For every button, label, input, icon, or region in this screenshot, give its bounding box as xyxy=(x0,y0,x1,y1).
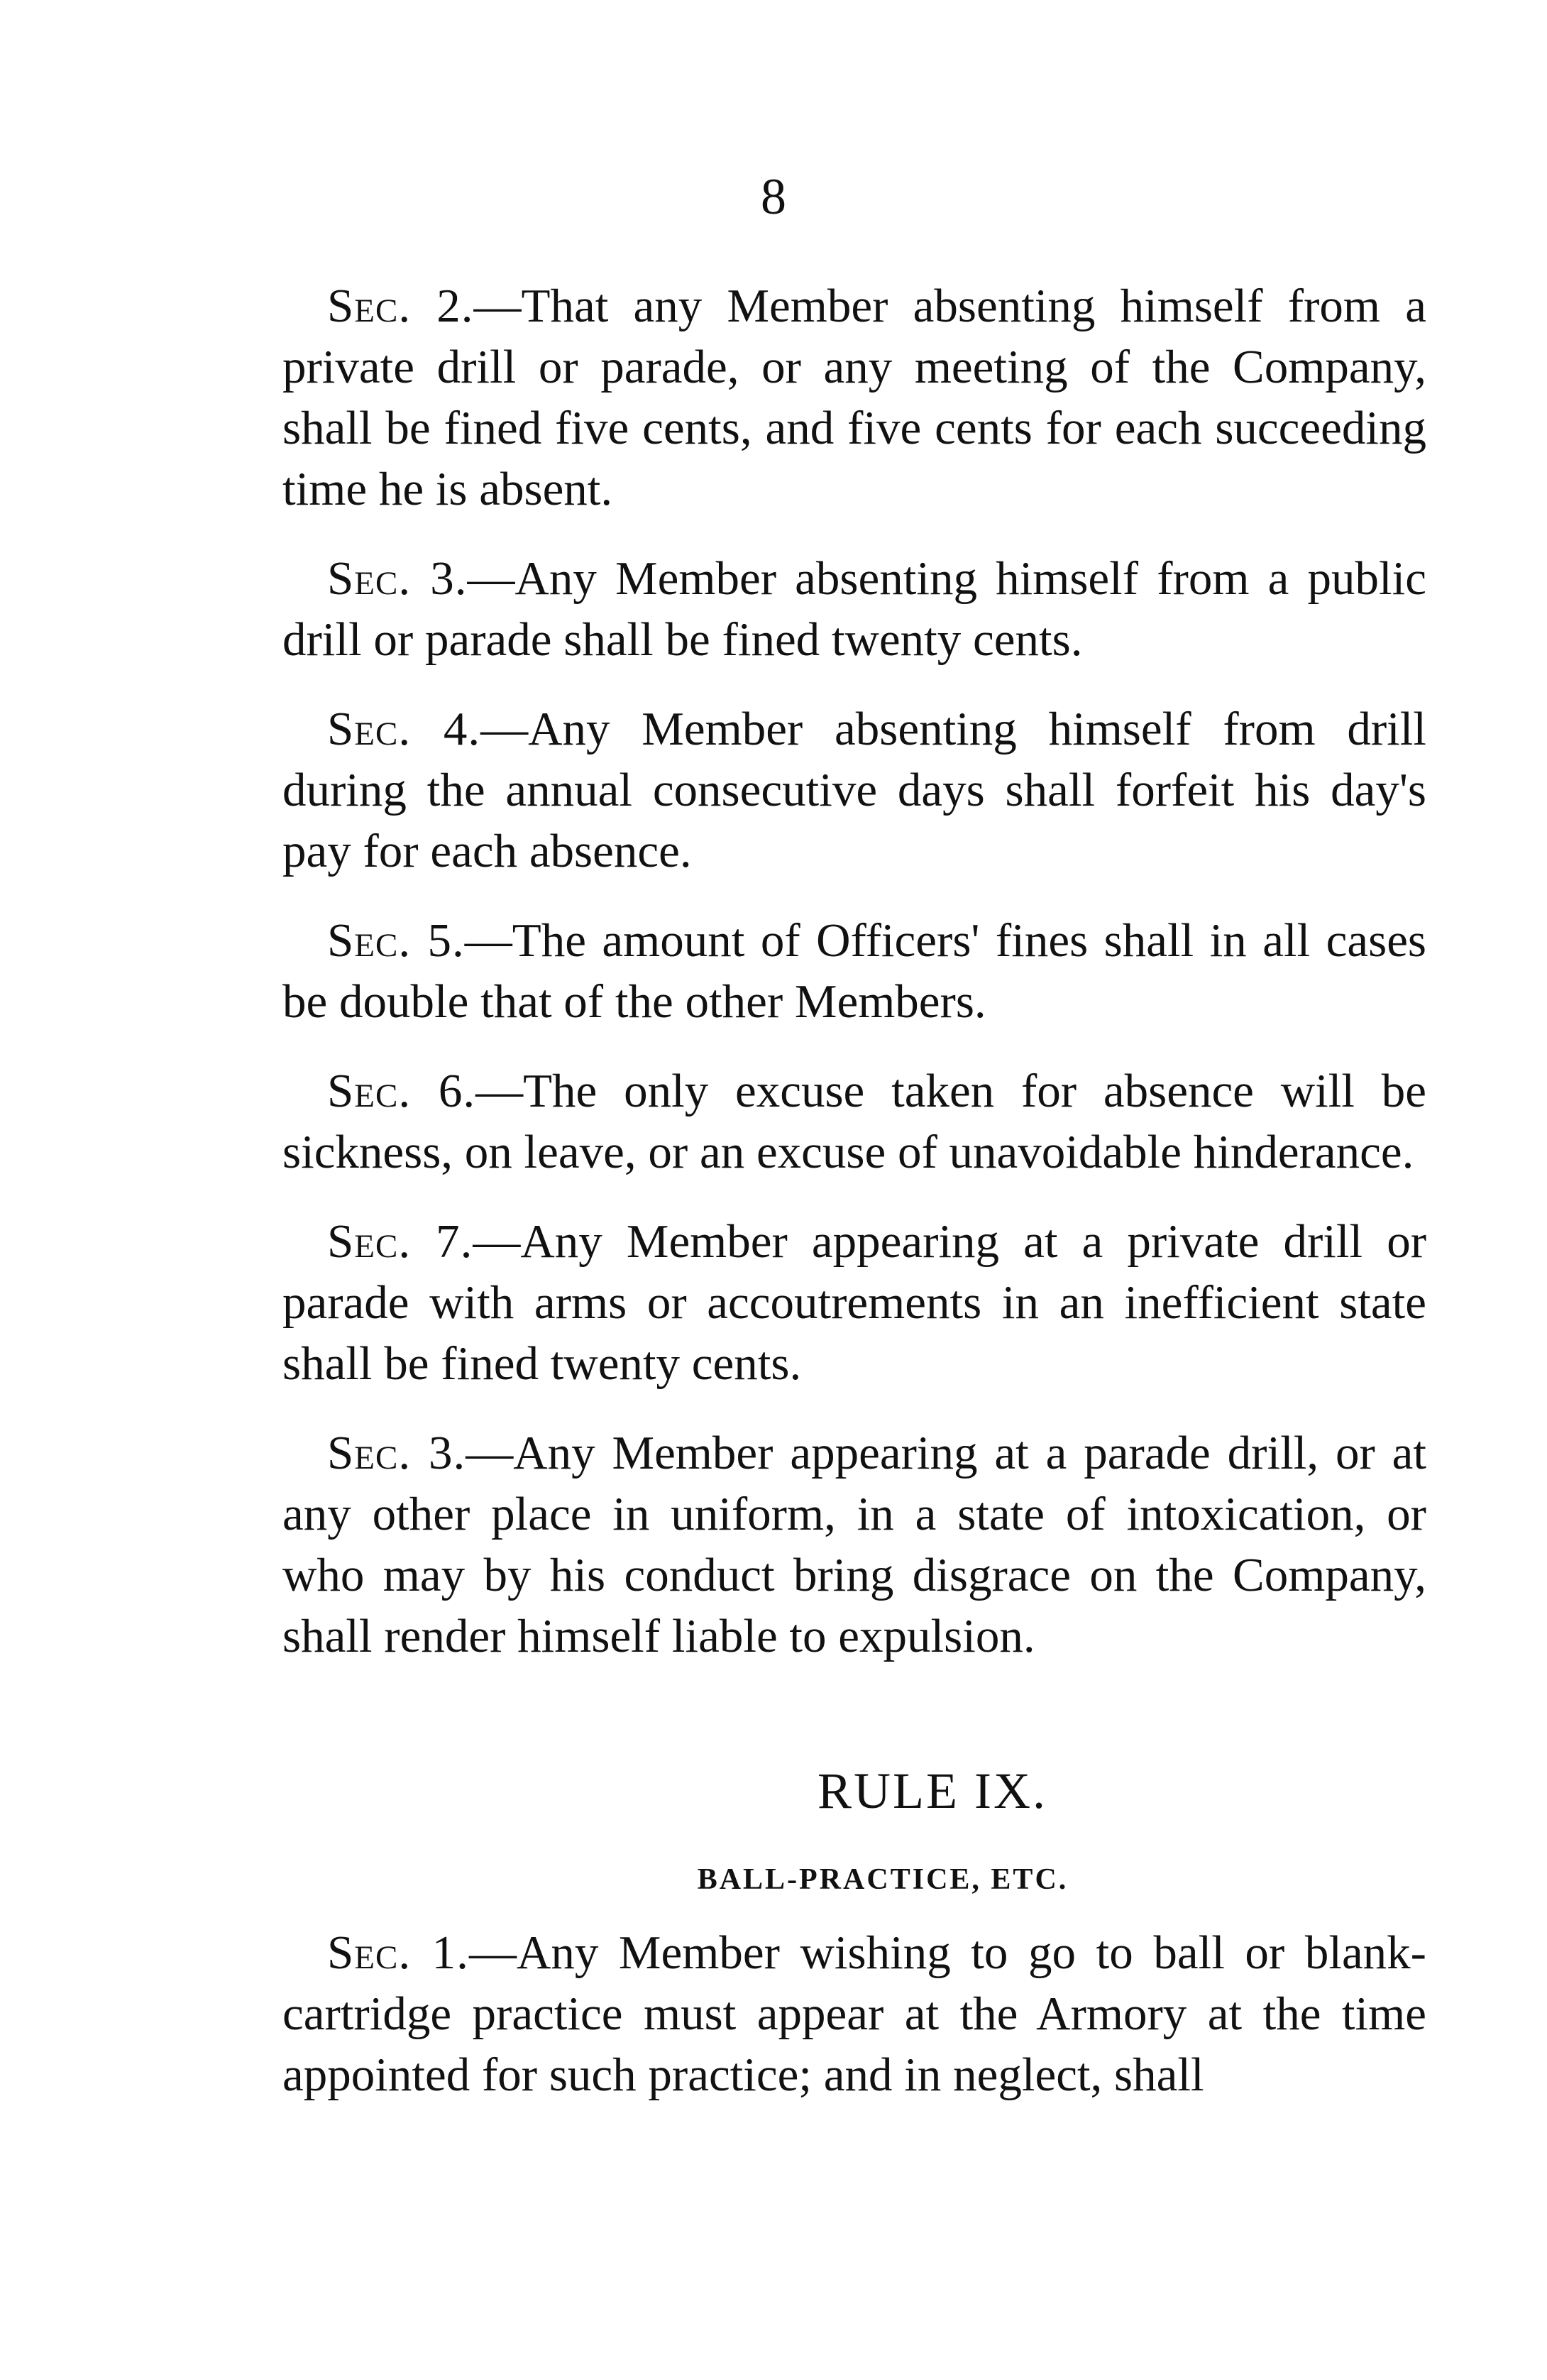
section-text: —Any Member wishing to go to ball or blank-cartridge practice must appear at the Armory at the time appointed for such practice; and in neglect, shall xyxy=(282,1926,1426,2101)
section-label: Sec. 6. xyxy=(327,1065,476,1117)
rule-subheading: BALL-PRACTICE, ETC. xyxy=(697,1863,1069,1896)
section-3 xyxy=(282,548,1426,670)
rule-section-1 xyxy=(282,1922,1426,2105)
section-2 xyxy=(282,275,1426,520)
body-text xyxy=(282,275,1426,2134)
page-number: 8 xyxy=(761,168,786,225)
section-label: Sec. 5. xyxy=(327,914,465,967)
section-text: —Any Member appearing at a private drill or parade with arms or accoutrements in an inefficient state shall be fined twenty cents. xyxy=(282,1215,1427,1390)
section-label: Sec. 4. xyxy=(327,703,481,755)
section-text: —That any Member absenting himself from a private drill or parade, or any meeting of the Company, shall be fined five cents, and five cents for each succeeding time he is absent. xyxy=(282,280,1426,515)
section-text: —Any Member absenting himself from a public drill or parade shall be fined twenty cents. xyxy=(282,552,1426,666)
section-8 xyxy=(282,1422,1426,1667)
section-text: —The amount of Officers' fines shall in all cases be double that of the other Members. xyxy=(282,914,1427,1028)
section-text: —Any Member appearing at a parade drill, or at any other place in uniform, in a state of intoxication, or who may by his conduct bring disgrace on the Company, shall render himself liable to expulsion. xyxy=(282,1427,1427,1662)
section-text: —Any Member absenting himself from drill during the annual consecutive days shall forfeit his day's pay for each absence. xyxy=(282,703,1426,877)
section-6 xyxy=(282,1060,1426,1183)
section-label: Sec. 7. xyxy=(327,1215,473,1268)
section-4 xyxy=(282,698,1426,882)
section-label: Sec. 1. xyxy=(327,1926,469,1979)
section-5 xyxy=(282,910,1426,1032)
section-label: Sec. 3. xyxy=(327,1427,466,1479)
section-label: Sec. 2. xyxy=(327,280,474,332)
section-text: —The only excuse taken for absence will be sickness, on leave, or an excuse of unavoidable hinderance. xyxy=(282,1065,1426,1178)
section-label: Sec. 3. xyxy=(327,552,468,605)
rule-heading: RULE IX. xyxy=(817,1762,1047,1819)
section-7 xyxy=(282,1211,1426,1394)
